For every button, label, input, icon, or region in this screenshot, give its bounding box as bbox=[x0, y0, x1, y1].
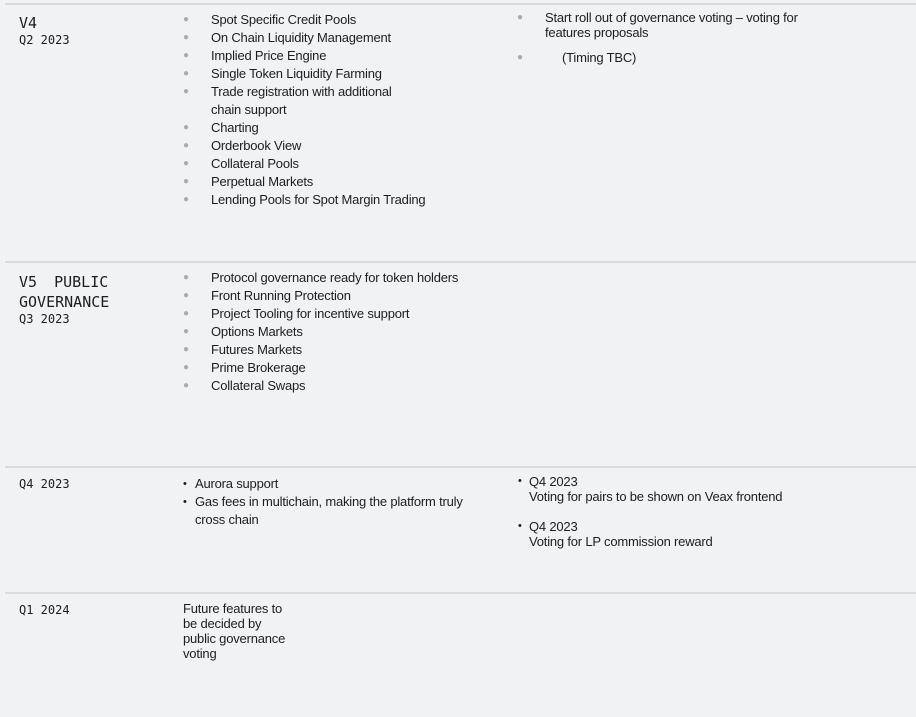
phase-date: Q1 2024 bbox=[19, 603, 70, 617]
list-item: ● Prime Brokerage bbox=[183, 360, 306, 375]
list-item: ● Protocol governance ready for token holders bbox=[183, 270, 459, 285]
phase-date: Q4 2023 bbox=[19, 477, 70, 491]
bullet-icon: ● bbox=[183, 380, 189, 391]
list-item: ● Single Token Liquidity Farming bbox=[183, 66, 382, 81]
phase-title: V4 bbox=[19, 14, 38, 32]
bullet-icon: • bbox=[183, 496, 187, 508]
section-divider bbox=[5, 466, 916, 468]
v5-feature-list bbox=[183, 269, 503, 395]
phase-title: V5 PUBLIC GOVERNANCE bbox=[19, 273, 126, 311]
section-divider bbox=[5, 592, 916, 594]
phase-q1-2024-header bbox=[19, 603, 70, 617]
list-item: ● Charting bbox=[183, 120, 259, 135]
list-item: ● Collateral Pools bbox=[183, 156, 299, 171]
list-item: • Aurora support bbox=[183, 476, 279, 491]
bullet-icon: ● bbox=[183, 272, 189, 283]
bullet-icon: ● bbox=[183, 68, 189, 79]
vote-text: Voting for LP commission reward bbox=[529, 534, 713, 549]
bullet-icon: ● bbox=[183, 194, 189, 205]
bullet-icon: ● bbox=[183, 344, 189, 355]
bullet-icon: ● bbox=[183, 176, 189, 187]
phase-v5-header bbox=[19, 272, 129, 326]
list-item: ● Implied Price Engine bbox=[183, 48, 327, 63]
v4-feature-list bbox=[183, 11, 443, 209]
bullet-icon: • bbox=[183, 478, 187, 490]
bullet-icon: ● bbox=[183, 32, 189, 43]
list-item: ● (Timing TBC) bbox=[517, 50, 637, 65]
list-item: ● Front Running Protection bbox=[183, 288, 351, 303]
list-item: ● Lending Pools for Spot Margin Trading bbox=[183, 192, 426, 207]
bullet-icon: ● bbox=[183, 290, 189, 301]
list-item: • Gas fees in multichain, making the platform truly cross chain bbox=[183, 494, 463, 527]
list-item: ● Collateral Swaps bbox=[183, 378, 306, 393]
bullet-icon: ● bbox=[183, 50, 189, 61]
list-item: ● Spot Specific Credit Pools bbox=[183, 12, 357, 27]
phase-v4-header bbox=[19, 13, 129, 47]
list-item: ● Perpetual Markets bbox=[183, 174, 314, 189]
future-features-description: Future features to be decided by public governance voting bbox=[183, 601, 286, 661]
bullet-icon: ● bbox=[183, 362, 189, 373]
bullet-icon: ● bbox=[183, 86, 189, 97]
bullet-icon: ● bbox=[183, 308, 189, 319]
list-item: ● Futures Markets bbox=[183, 342, 302, 357]
phase-q4-2023-header bbox=[19, 477, 70, 491]
governance-vote-item bbox=[518, 474, 829, 504]
bullet-icon: ● bbox=[183, 14, 189, 25]
list-item: ● Options Markets bbox=[183, 324, 303, 339]
v4-governance-list bbox=[517, 10, 817, 65]
bullet-icon: ● bbox=[183, 326, 189, 337]
list-item: ● Project Tooling for incentive support bbox=[183, 306, 410, 321]
list-item: ● Orderbook View bbox=[183, 138, 302, 153]
governance-vote-item bbox=[518, 519, 829, 549]
vote-date: Q4 2023 bbox=[529, 519, 578, 534]
bullet-icon: ● bbox=[517, 52, 523, 63]
bullet-icon: ● bbox=[183, 140, 189, 151]
section-divider bbox=[5, 261, 916, 263]
bullet-icon: ● bbox=[517, 12, 523, 23]
vote-date: Q4 2023 bbox=[529, 474, 578, 489]
q4-feature-list bbox=[183, 475, 483, 529]
list-item: ● On Chain Liquidity Management bbox=[183, 30, 391, 45]
bullet-icon: ● bbox=[183, 158, 189, 169]
phase-date: Q2 2023 bbox=[19, 33, 70, 47]
bullet-icon: • bbox=[518, 475, 522, 487]
bullet-icon: ● bbox=[183, 122, 189, 133]
section-divider bbox=[5, 3, 916, 5]
vote-text: Voting for pairs to be shown on Veax frontend bbox=[529, 489, 783, 504]
phase-date: Q3 2023 bbox=[19, 312, 70, 326]
list-item: ● Trade registration with additional chain support bbox=[183, 84, 392, 117]
bullet-icon: • bbox=[518, 520, 522, 532]
list-item: ● Start roll out of governance voting – voting for features proposals bbox=[517, 10, 798, 40]
